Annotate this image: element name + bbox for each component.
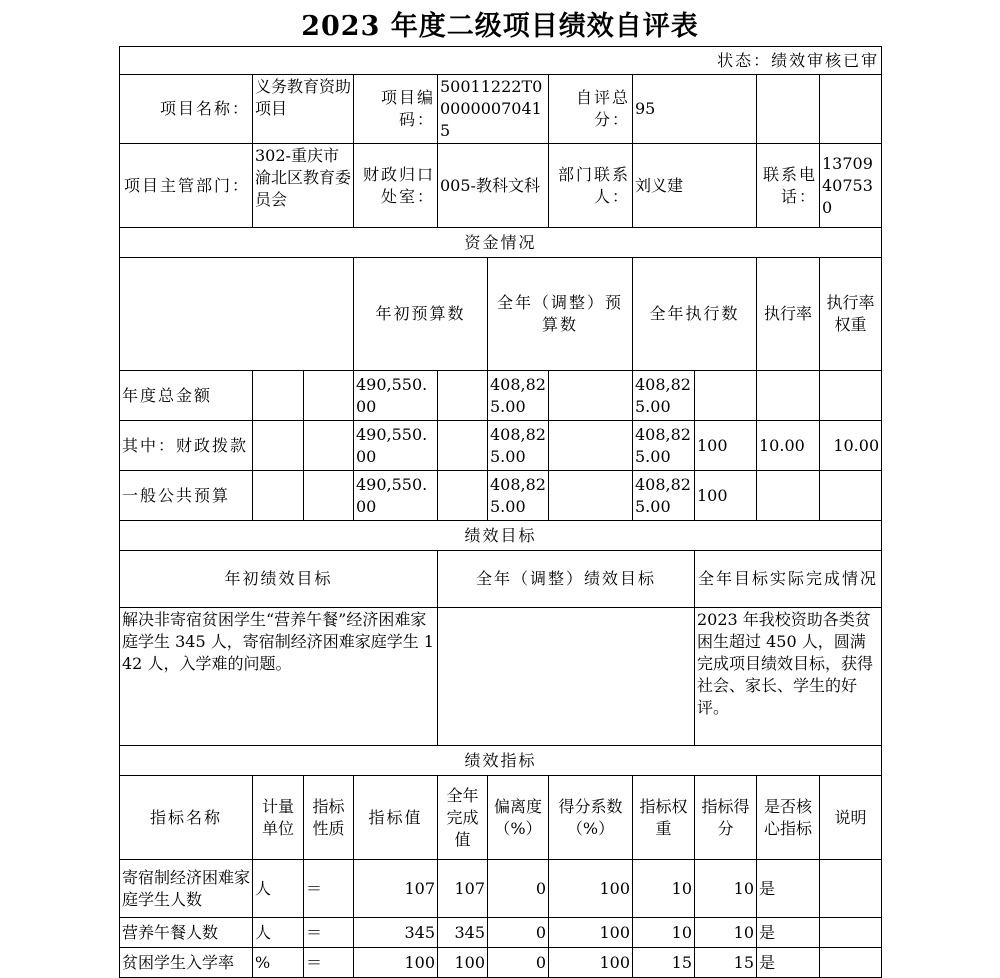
indicator-core: 是 <box>757 860 820 918</box>
empty-cell <box>304 421 354 471</box>
project-name: 义务教育资助项目 <box>253 75 354 144</box>
empty-cell <box>120 258 354 371</box>
empty-cell <box>253 371 304 421</box>
funds-row-label: 一般公共预算 <box>120 471 253 521</box>
indicator-coefficient: 100 <box>549 918 633 948</box>
funds-executed: 408,825.00 <box>633 471 695 521</box>
evaluation-table <box>119 46 882 978</box>
status-text: 状态：绩效审核已审 <box>120 47 882 75</box>
goals-actual-header: 全年目标实际完成情况 <box>695 551 882 608</box>
funds-rate <box>695 371 757 421</box>
indicator-nature: ＝ <box>304 860 354 918</box>
indicator-row <box>120 948 882 978</box>
indicator-row <box>120 860 882 918</box>
funds-header: 执行率权重 <box>820 258 882 371</box>
indicator-coefficient: 100 <box>549 860 633 918</box>
indicator-deviation: 0 <box>488 860 549 918</box>
self-score: 95 <box>633 75 757 144</box>
indicator-note <box>820 918 882 948</box>
indicator-core: 是 <box>757 948 820 978</box>
indicator-name: 营养午餐人数 <box>120 918 253 948</box>
phone-label: 联系电话： <box>757 144 820 228</box>
funds-row-label: 其中：财政拨款 <box>120 421 253 471</box>
funds-adjusted: 408,825.00 <box>488 471 549 521</box>
indicator-done: 100 <box>438 948 488 978</box>
funds-executed: 408,825.00 <box>633 371 695 421</box>
funds-rate: 100 <box>695 421 757 471</box>
funds-rate: 100 <box>695 471 757 521</box>
funds-adjusted: 408,825.00 <box>488 371 549 421</box>
indicator-unit: 人 <box>253 860 304 918</box>
indicator-weight: 10 <box>633 860 695 918</box>
empty-cell <box>549 421 633 471</box>
empty-cell <box>549 371 633 421</box>
funds-header: 执行率 <box>757 258 820 371</box>
indicator-name: 贫困学生入学率 <box>120 948 253 978</box>
page-title: 2023 年度二级项目绩效自评表 <box>301 11 699 42</box>
empty-cell <box>304 371 354 421</box>
funds-score: 10.00 <box>820 421 882 471</box>
indicator-header: 指标权重 <box>633 776 695 860</box>
funds-header: 全年执行数 <box>633 258 757 371</box>
empty-cell <box>549 471 633 521</box>
funds-executed: 408,825.00 <box>633 421 695 471</box>
self-score-label: 自评总分： <box>549 75 633 144</box>
indicator-header: 指标性质 <box>304 776 354 860</box>
indicator-core: 是 <box>757 918 820 948</box>
indicator-note <box>820 860 882 918</box>
dept: 302-重庆市渝北区教育委员会 <box>253 144 354 228</box>
funds-score <box>820 371 882 421</box>
indicator-header: 全年完成值 <box>438 776 488 860</box>
empty-cell <box>438 371 488 421</box>
indicator-score: 10 <box>695 860 757 918</box>
funds-row-label: 年度总金额 <box>120 371 253 421</box>
funds-row <box>120 471 882 521</box>
indicator-note <box>820 948 882 978</box>
indicator-weight: 15 <box>633 948 695 978</box>
goals-actual-text: 2023 年我校资助各类贫困生超过 450 人，圆满完成项目绩效目标，获得社会、家长、学生的好评。 <box>695 608 882 746</box>
funds-initial: 490,550.00 <box>354 471 438 521</box>
finance-office: 005-教科文科 <box>438 144 549 228</box>
indicator-nature: ＝ <box>304 918 354 948</box>
indicator-target: 107 <box>354 860 438 918</box>
project-code-label: 项目编码： <box>354 75 438 144</box>
empty-cell <box>253 421 304 471</box>
empty-cell <box>438 471 488 521</box>
funds-initial: 490,550.00 <box>354 371 438 421</box>
indicators-section-title: 绩效指标 <box>120 746 882 776</box>
funds-score <box>820 471 882 521</box>
funds-adjusted: 408,825.00 <box>488 421 549 471</box>
goals-section-title: 绩效目标 <box>120 521 882 551</box>
funds-weight <box>757 471 820 521</box>
indicator-deviation: 0 <box>488 948 549 978</box>
funds-row <box>120 421 882 471</box>
funds-header: 全年（调整）预算数 <box>488 258 633 371</box>
indicator-deviation: 0 <box>488 918 549 948</box>
indicator-header: 计量单位 <box>253 776 304 860</box>
indicator-target: 345 <box>354 918 438 948</box>
empty-cell <box>820 75 882 144</box>
project-code: 50011222T000000070415 <box>438 75 549 144</box>
dept-label: 项目主管部门： <box>120 144 253 228</box>
indicator-header: 指标名称 <box>120 776 253 860</box>
funds-initial: 490,550.00 <box>354 421 438 471</box>
indicator-coefficient: 100 <box>549 948 633 978</box>
contact-label: 部门联系人： <box>549 144 633 228</box>
indicator-score: 10 <box>695 918 757 948</box>
funds-section-title: 资金情况 <box>120 228 882 258</box>
goals-initial-header: 年初绩效目标 <box>120 551 438 608</box>
indicator-score: 15 <box>695 948 757 978</box>
indicator-header: 说明 <box>820 776 882 860</box>
indicator-done: 345 <box>438 918 488 948</box>
indicator-header: 指标值 <box>354 776 438 860</box>
funds-row <box>120 371 882 421</box>
goals-adjusted-header: 全年（调整）绩效目标 <box>438 551 695 608</box>
empty-cell <box>253 471 304 521</box>
indicator-name: 寄宿制经济困难家庭学生人数 <box>120 860 253 918</box>
indicator-unit: 人 <box>253 918 304 948</box>
indicator-unit: % <box>253 948 304 978</box>
goals-adjusted-text <box>438 608 695 746</box>
funds-weight: 10.00 <box>757 421 820 471</box>
finance-office-label: 财政归口处室： <box>354 144 438 228</box>
indicator-header: 偏离度（%） <box>488 776 549 860</box>
phone: 13709407530 <box>820 144 882 228</box>
empty-cell <box>757 75 820 144</box>
contact: 刘义建 <box>633 144 757 228</box>
indicator-header: 是否核心指标 <box>757 776 820 860</box>
indicator-header: 得分系数（%） <box>549 776 633 860</box>
project-name-label: 项目名称： <box>120 75 253 144</box>
goals-initial-text: 解决非寄宿贫困学生“营养午餐”经济困难家庭学生 345 人，寄宿制经济困难家庭学生 142 人，入学难的问题。 <box>120 608 438 746</box>
funds-weight <box>757 371 820 421</box>
indicator-weight: 10 <box>633 918 695 948</box>
empty-cell <box>438 421 488 471</box>
funds-header: 年初预算数 <box>354 258 488 371</box>
indicator-done: 107 <box>438 860 488 918</box>
indicator-target: 100 <box>354 948 438 978</box>
indicator-nature: ＝ <box>304 948 354 978</box>
empty-cell <box>304 471 354 521</box>
indicator-header: 指标得分 <box>695 776 757 860</box>
indicator-row <box>120 918 882 948</box>
